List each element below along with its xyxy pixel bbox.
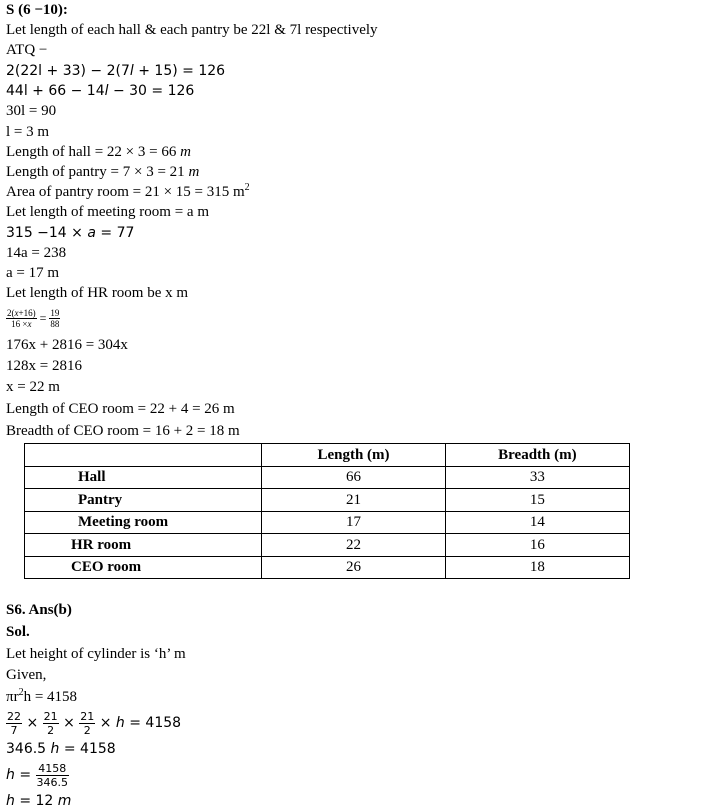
text-line: Let length of each hall & each pantry be 22l & 7l respectively — [6, 22, 378, 38]
text-line — [6, 163, 199, 181]
text-line: 30l = 90 — [6, 103, 57, 119]
rooms-table — [24, 443, 630, 579]
table-cell-length: 26 — [262, 556, 446, 579]
equation-line — [6, 82, 194, 100]
variable-l: l — [104, 83, 109, 99]
table-cell-length: 17 — [262, 511, 446, 534]
superscript: 2 — [244, 182, 250, 193]
fraction: $\frac{21}{2}$ — [80, 709, 95, 737]
unit-m: m — [188, 164, 200, 180]
text-line: Let height of cylinder is ‘h’ m — [6, 646, 186, 662]
table-cell-room: CEO room — [25, 556, 262, 579]
table-row — [25, 466, 630, 489]
table-header-cell: Length (m) — [262, 444, 446, 467]
table-cell-breadth: 18 — [445, 556, 629, 579]
text-line: Length of CEO room = 22 + 4 = 26 m — [6, 401, 235, 417]
table-header-cell: Breadth (m) — [445, 444, 629, 467]
equation-part: πr — [6, 689, 19, 705]
table-row — [25, 556, 630, 579]
equation-line — [6, 224, 134, 242]
table-row — [25, 489, 630, 512]
equation-part: + 15) = 126 — [133, 63, 226, 79]
text-line: x = 22 m — [6, 379, 60, 395]
table-cell-room: Pantry — [25, 489, 262, 512]
table-cell-room: Hall — [25, 466, 262, 489]
text-part: Length of pantry = 7 × 3 = 21 — [6, 164, 189, 180]
fraction: $\frac{4158}{346.5}$ — [36, 761, 69, 789]
table-cell-length: 21 — [262, 489, 446, 512]
text-line: l = 3 m — [6, 124, 50, 140]
denominator: 88 — [50, 319, 60, 330]
text-line: 128x = 2816 — [6, 358, 82, 374]
text-line: Let length of meeting room = a m — [6, 204, 209, 220]
numerator: 2(x+16) — [7, 308, 36, 319]
fraction — [6, 308, 37, 329]
table-cell-breadth: 33 — [445, 466, 629, 489]
superscript: 2 — [18, 687, 24, 698]
text-line: Breadth of CEO room = 16 + 2 = 18 m — [6, 423, 240, 439]
answer-title: S6. Ans(b) — [6, 602, 72, 618]
table-header-cell — [25, 444, 262, 467]
table-cell-breadth: 14 — [445, 511, 629, 534]
equation-part: 2(22l + 33) − 2(7 — [6, 63, 130, 79]
equation-line: 346.5 h = 4158 — [6, 741, 116, 757]
text-line: 14a = 238 — [6, 245, 67, 261]
fraction-equation: $\frac{22}{7}$ × $\frac{21}{2}$ × $\frac{21}{2}$ × h = 4158 — [7, 709, 182, 737]
equation-part: h = 4158 — [23, 689, 78, 705]
section-heading: S (6 −10): — [6, 2, 68, 18]
text-line — [6, 143, 191, 161]
fraction-equation — [6, 305, 60, 331]
table-cell-length: 66 — [262, 466, 446, 489]
text-line: ATQ − — [6, 42, 48, 58]
variable-l: l — [129, 63, 134, 79]
solution-label: Sol. — [6, 624, 30, 640]
equation-part: 315 −14 × — [6, 225, 88, 241]
unit-m: m — [180, 144, 191, 160]
table-cell-length: 22 — [262, 534, 446, 557]
table-cell-breadth: 15 — [445, 489, 629, 512]
table-cell-room: HR room — [25, 534, 262, 557]
table-row — [25, 534, 630, 557]
table-cell-room: Meeting room — [25, 511, 262, 534]
numerator: 19 — [50, 308, 60, 319]
table-header-row — [25, 444, 630, 467]
text-line: a = 17 m — [6, 265, 60, 281]
equation-line: h = 12 m — [6, 793, 72, 809]
variable-a: a — [87, 225, 96, 241]
fraction-equation: h = $\frac{4158}{346.5}$ — [6, 761, 69, 789]
fraction: $\frac{22}{7}$ — [7, 709, 21, 737]
equation-part: 44l + 66 − 14 — [6, 83, 105, 99]
text-part: Area of pantry room = 21 × 15 = 315 m — [6, 184, 245, 200]
text-line: Let length of HR room be x m — [6, 285, 189, 301]
text-line — [6, 183, 250, 201]
text-line: 176x + 2816 = 304x — [6, 337, 128, 353]
text-line: Given, — [6, 667, 47, 683]
equation-part: = 77 — [95, 225, 135, 241]
equation-line — [6, 62, 225, 80]
fraction: $\frac{21}{2}$ — [43, 709, 58, 737]
table-row — [25, 511, 630, 534]
equals-sign: = — [36, 311, 50, 325]
text-part: Length of hall = 22 × 3 = 66 — [6, 144, 181, 160]
denominator: 16 ×x — [6, 318, 37, 329]
equation-line — [6, 688, 77, 706]
fraction — [49, 308, 60, 329]
equation-part: − 30 = 126 — [108, 83, 195, 99]
table-cell-breadth: 16 — [445, 534, 629, 557]
